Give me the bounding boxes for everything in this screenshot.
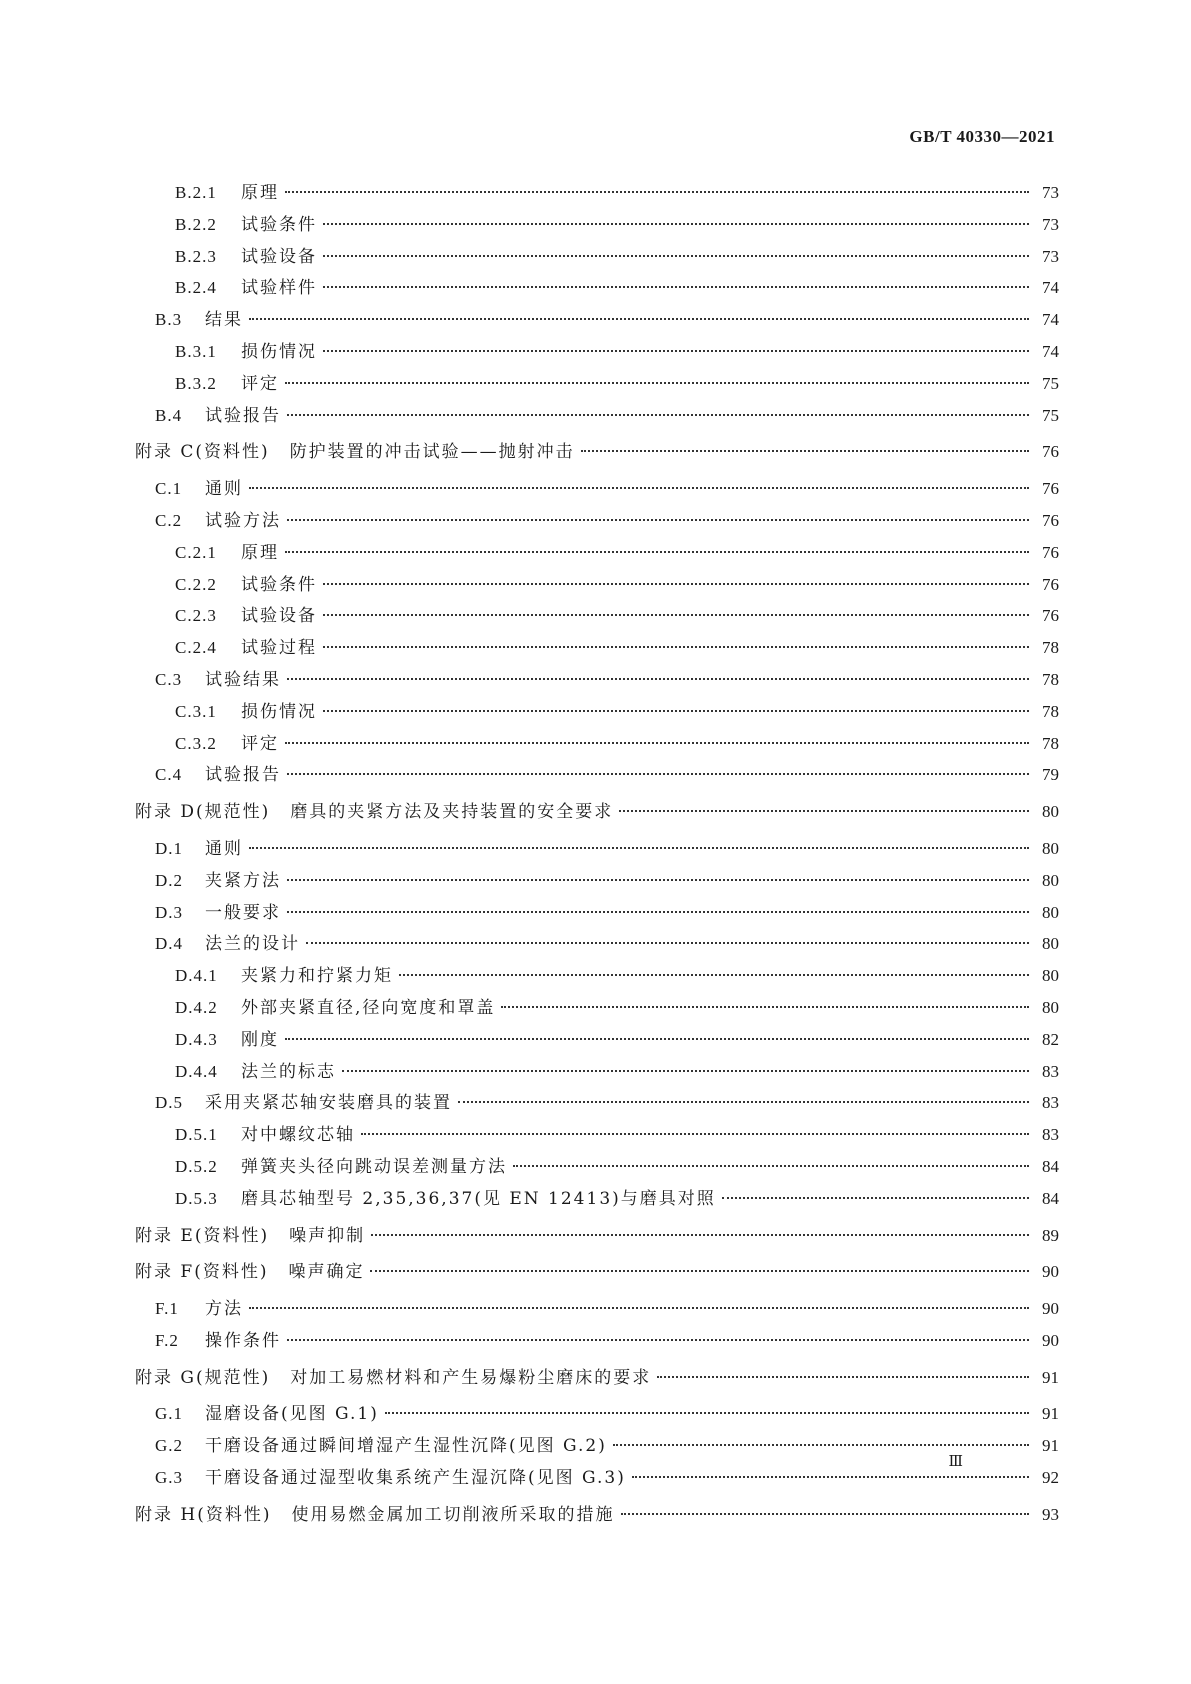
dot-leader <box>285 382 1029 384</box>
section-number: B.2.1 <box>175 183 217 202</box>
section-title: 评定 <box>241 373 279 394</box>
dot-leader <box>361 1133 1029 1135</box>
section-number: C.1 <box>155 479 183 499</box>
section-title: 防护装置的冲击试验——抛射冲击 <box>289 442 575 463</box>
section-number: D.1 <box>155 838 184 858</box>
toc-entry[interactable] <box>135 1025 1059 1057</box>
section-title: 噪声确定 <box>288 1262 365 1283</box>
section-title: 试验方法 <box>205 510 281 531</box>
toc-appendix-entry[interactable] <box>135 1500 1059 1532</box>
dot-leader <box>287 678 1029 680</box>
section-number: C.2.3 <box>175 606 217 626</box>
dot-leader <box>285 551 1029 553</box>
page-number: 90 <box>1042 1262 1059 1282</box>
toc-entry[interactable] <box>135 760 1059 792</box>
section-title: 夹紧方法 <box>205 870 281 891</box>
page-number: 80 <box>1042 802 1059 822</box>
section-title: 试验条件 <box>241 214 317 235</box>
appendix-kind: (资料性) <box>194 1225 270 1246</box>
toc-entry[interactable] <box>135 474 1059 506</box>
section-number: G.1 <box>155 1404 184 1424</box>
dot-leader <box>285 1038 1029 1040</box>
page-number: 80 <box>1042 934 1059 954</box>
appendix-kind: (资料性) <box>194 1262 269 1283</box>
section-number: D.5.1 <box>175 1125 218 1145</box>
toc-entry[interactable] <box>135 929 1059 961</box>
page-number: 76 <box>1042 574 1059 594</box>
section-number: D.4.3 <box>175 1029 218 1049</box>
toc-entry[interactable] <box>135 273 1059 305</box>
section-title: 对中螺纹芯轴 <box>241 1125 355 1146</box>
section-number: B.2.2 <box>175 214 217 234</box>
dot-leader <box>657 1376 1029 1378</box>
page-number: 83 <box>1042 1093 1059 1113</box>
toc-appendix-entry[interactable] <box>135 1257 1059 1289</box>
section-title: 外部夹紧直径,径向宽度和罩盖 <box>241 997 496 1018</box>
section-title: 对加工易燃材料和产生易爆粉尘磨床的要求 <box>290 1367 652 1388</box>
section-title: 噪声抑制 <box>289 1225 366 1246</box>
page-number: 78 <box>1042 669 1059 689</box>
section-number: D.4 <box>155 934 184 954</box>
appendix-label: 附录 G <box>135 1367 196 1388</box>
section-number: C.2 <box>155 510 183 530</box>
page-number: 91 <box>1042 1367 1059 1387</box>
dot-leader <box>306 942 1029 944</box>
page-number: 90 <box>1042 1299 1059 1319</box>
page-number: 83 <box>1042 1061 1059 1081</box>
section-number: F.2 <box>155 1330 179 1350</box>
appendix-label: 附录 F <box>135 1262 195 1283</box>
section-title: 通则 <box>205 479 243 500</box>
section-title: 磨具的夹紧方法及夹持装置的安全要求 <box>290 802 614 823</box>
section-title: 干磨设备通过瞬间增湿产生湿性沉降(见图 G.2) <box>205 1436 607 1457</box>
toc-entry[interactable] <box>135 369 1059 401</box>
dot-leader <box>287 911 1029 913</box>
page-number: 90 <box>1042 1330 1059 1350</box>
toc-entry[interactable] <box>135 993 1059 1025</box>
section-title: 试验样件 <box>241 278 317 299</box>
section-title: 刚度 <box>241 1029 279 1050</box>
section-number: D.2 <box>155 870 184 890</box>
dot-leader <box>285 191 1029 193</box>
page-number: 80 <box>1042 966 1059 986</box>
appendix-kind: (规范性) <box>195 1367 271 1388</box>
dot-leader <box>323 646 1029 648</box>
toc-entry[interactable] <box>135 1399 1059 1431</box>
toc-entry[interactable] <box>135 1294 1059 1326</box>
page-number: 76 <box>1042 542 1059 562</box>
toc-entry[interactable] <box>135 305 1059 337</box>
section-title: 方法 <box>205 1299 243 1320</box>
section-number: D.3 <box>155 902 184 922</box>
dot-leader <box>323 614 1029 616</box>
dot-leader <box>619 810 1029 812</box>
page-number: 80 <box>1042 838 1059 858</box>
section-title: 采用夹紧芯轴安装磨具的装置 <box>205 1093 452 1114</box>
page-number: 80 <box>1042 870 1059 890</box>
section-number: D.4.2 <box>175 997 218 1017</box>
page-number: 78 <box>1042 638 1059 658</box>
section-title: 原理 <box>241 542 279 563</box>
page-number: 76 <box>1042 479 1059 499</box>
page-number: 73 <box>1042 214 1059 234</box>
toc-entry[interactable] <box>135 1184 1059 1216</box>
section-title: 湿磨设备(见图 G.1) <box>205 1404 379 1425</box>
dot-leader <box>323 710 1029 712</box>
dot-leader <box>323 583 1029 585</box>
section-number: C.3 <box>155 669 183 689</box>
section-title: 试验报告 <box>205 405 281 426</box>
section-title: 一般要求 <box>205 902 281 923</box>
dot-leader <box>399 974 1029 976</box>
section-number: C.2.1 <box>175 542 217 562</box>
section-title: 试验报告 <box>205 765 281 786</box>
appendix-label: 附录 H <box>135 1504 198 1525</box>
toc-appendix-entry[interactable] <box>135 1221 1059 1253</box>
section-title: 原理 <box>241 183 279 203</box>
section-number: B.2.4 <box>175 278 217 298</box>
dot-leader <box>285 742 1029 744</box>
page-number: 89 <box>1042 1225 1059 1245</box>
page-number: 84 <box>1042 1156 1059 1176</box>
dot-leader <box>581 450 1029 452</box>
page-number: 74 <box>1042 341 1059 361</box>
page-number: 79 <box>1042 765 1059 785</box>
page-number: 80 <box>1042 997 1059 1017</box>
section-title: 试验条件 <box>241 574 317 595</box>
toc-entry[interactable] <box>135 178 1059 210</box>
dot-leader <box>287 414 1029 416</box>
page-number: 74 <box>1042 310 1059 330</box>
page-number: 74 <box>1042 278 1059 298</box>
toc-entry[interactable] <box>135 401 1059 433</box>
section-number: B.3.2 <box>175 373 217 393</box>
section-number: C.2.4 <box>175 638 217 658</box>
page-number: 93 <box>1042 1504 1059 1524</box>
section-number: D.5 <box>155 1093 184 1113</box>
section-title: 法兰的标志 <box>241 1061 336 1082</box>
dot-leader <box>323 223 1029 225</box>
page-number: 78 <box>1042 733 1059 753</box>
section-title: 损伤情况 <box>241 701 317 722</box>
toc-entry[interactable] <box>135 242 1059 274</box>
section-number: C.4 <box>155 765 183 785</box>
dot-leader <box>722 1197 1029 1199</box>
section-number: C.3.1 <box>175 701 217 721</box>
toc-appendix-entry[interactable] <box>135 1363 1059 1395</box>
toc-entry[interactable] <box>135 570 1059 602</box>
dot-leader <box>370 1270 1029 1272</box>
toc-entry[interactable] <box>135 1326 1059 1358</box>
toc-entry[interactable] <box>135 729 1059 761</box>
toc-entry[interactable] <box>135 1120 1059 1152</box>
dot-leader <box>501 1006 1029 1008</box>
dot-leader <box>458 1101 1029 1103</box>
section-number: D.4.1 <box>175 966 218 986</box>
section-title: 试验设备 <box>241 246 317 267</box>
section-title: 评定 <box>241 733 279 754</box>
dot-leader <box>613 1444 1029 1446</box>
page-number: 76 <box>1042 510 1059 530</box>
dot-leader <box>632 1476 1029 1478</box>
section-title: 干磨设备通过湿型收集系统产生湿沉降(见图 G.3) <box>205 1468 626 1489</box>
section-number: F.1 <box>155 1299 179 1319</box>
section-title: 试验结果 <box>205 669 281 690</box>
section-title: 夹紧力和拧紧力矩 <box>241 966 393 987</box>
toc-entry[interactable] <box>135 961 1059 993</box>
section-title: 结果 <box>205 310 243 331</box>
dot-leader <box>249 847 1029 849</box>
toc-entry[interactable] <box>135 834 1059 866</box>
dot-leader <box>385 1412 1029 1414</box>
toc-entry[interactable] <box>135 1152 1059 1184</box>
toc-entry[interactable] <box>135 1463 1059 1495</box>
section-title: 损伤情况 <box>241 341 317 362</box>
section-number: B.3.1 <box>175 341 217 361</box>
toc-entry[interactable] <box>135 866 1059 898</box>
toc-entry[interactable] <box>135 538 1059 570</box>
standard-number: GB/T 40330—2021 <box>909 127 1055 146</box>
appendix-label: 附录 D <box>135 802 197 823</box>
toc-entry[interactable] <box>135 506 1059 538</box>
toc-entry[interactable] <box>135 601 1059 633</box>
section-number: D.5.3 <box>175 1188 218 1208</box>
toc-entry[interactable] <box>135 665 1059 697</box>
section-number: G.3 <box>155 1468 184 1488</box>
section-title: 通则 <box>205 838 243 859</box>
section-title: 法兰的设计 <box>205 934 300 955</box>
section-title: 操作条件 <box>205 1330 281 1351</box>
section-number: G.2 <box>155 1436 184 1456</box>
toc-appendix-entry[interactable] <box>135 437 1059 469</box>
page-number: 78 <box>1042 701 1059 721</box>
dot-leader <box>287 773 1029 775</box>
dot-leader <box>249 318 1029 320</box>
section-number: C.2.2 <box>175 574 217 594</box>
toc-entry[interactable] <box>135 633 1059 665</box>
section-number: D.5.2 <box>175 1156 218 1176</box>
page-number: 76 <box>1042 442 1059 462</box>
toc-entry[interactable] <box>135 697 1059 729</box>
page-number: 83 <box>1042 1125 1059 1145</box>
toc-appendix-entry[interactable] <box>135 797 1059 829</box>
dot-leader <box>621 1513 1030 1515</box>
toc-entry[interactable] <box>135 1431 1059 1463</box>
toc-entry[interactable] <box>135 337 1059 369</box>
section-number: B.2.3 <box>175 246 217 266</box>
section-number: B.4 <box>155 405 183 425</box>
appendix-kind: (规范性) <box>196 802 271 823</box>
section-number: C.3.2 <box>175 733 217 753</box>
toc-entry[interactable] <box>135 1057 1059 1089</box>
appendix-label: 附录 E <box>135 1225 195 1246</box>
dot-leader <box>342 1070 1029 1072</box>
appendix-kind: (资料性) <box>197 1504 272 1525</box>
dot-leader <box>287 1339 1029 1341</box>
toc-entry[interactable] <box>135 210 1059 242</box>
page-number: 91 <box>1042 1404 1059 1424</box>
page-number: 75 <box>1042 373 1059 393</box>
dot-leader <box>323 350 1029 352</box>
appendix-kind: (资料性) <box>195 442 270 463</box>
table-of-contents <box>135 178 1059 1537</box>
page-number: 84 <box>1042 1188 1059 1208</box>
dot-leader <box>287 519 1029 521</box>
page-number: 75 <box>1042 405 1059 425</box>
dot-leader <box>513 1165 1029 1167</box>
dot-leader <box>249 487 1029 489</box>
section-title: 磨具芯轴型号 2,35,36,37(见 EN 12413)与磨具对照 <box>241 1188 716 1209</box>
page-number: 76 <box>1042 606 1059 626</box>
section-title: 使用易燃金属加工切削液所采取的措施 <box>291 1504 615 1525</box>
section-title: 试验设备 <box>241 606 317 627</box>
section-number: B.3 <box>155 310 183 330</box>
dot-leader <box>287 879 1029 881</box>
page-number: 73 <box>1042 246 1059 266</box>
section-title: 试验过程 <box>241 638 317 659</box>
section-title: 弹簧夹头径向跳动误差测量方法 <box>241 1156 507 1177</box>
dot-leader <box>249 1307 1029 1309</box>
appendix-label: 附录 C <box>135 442 196 463</box>
toc-entry[interactable] <box>135 898 1059 930</box>
page-number: 92 <box>1042 1468 1059 1488</box>
page-number: 73 <box>1042 183 1059 202</box>
dot-leader <box>323 255 1029 257</box>
page-number: 91 <box>1042 1436 1059 1456</box>
page-number: 80 <box>1042 902 1059 922</box>
dot-leader <box>323 286 1029 288</box>
page-number: 82 <box>1042 1029 1059 1049</box>
page-folio: Ⅲ <box>948 1454 963 1470</box>
dot-leader <box>371 1234 1029 1236</box>
toc-entry[interactable] <box>135 1088 1059 1120</box>
section-number: D.4.4 <box>175 1061 218 1081</box>
